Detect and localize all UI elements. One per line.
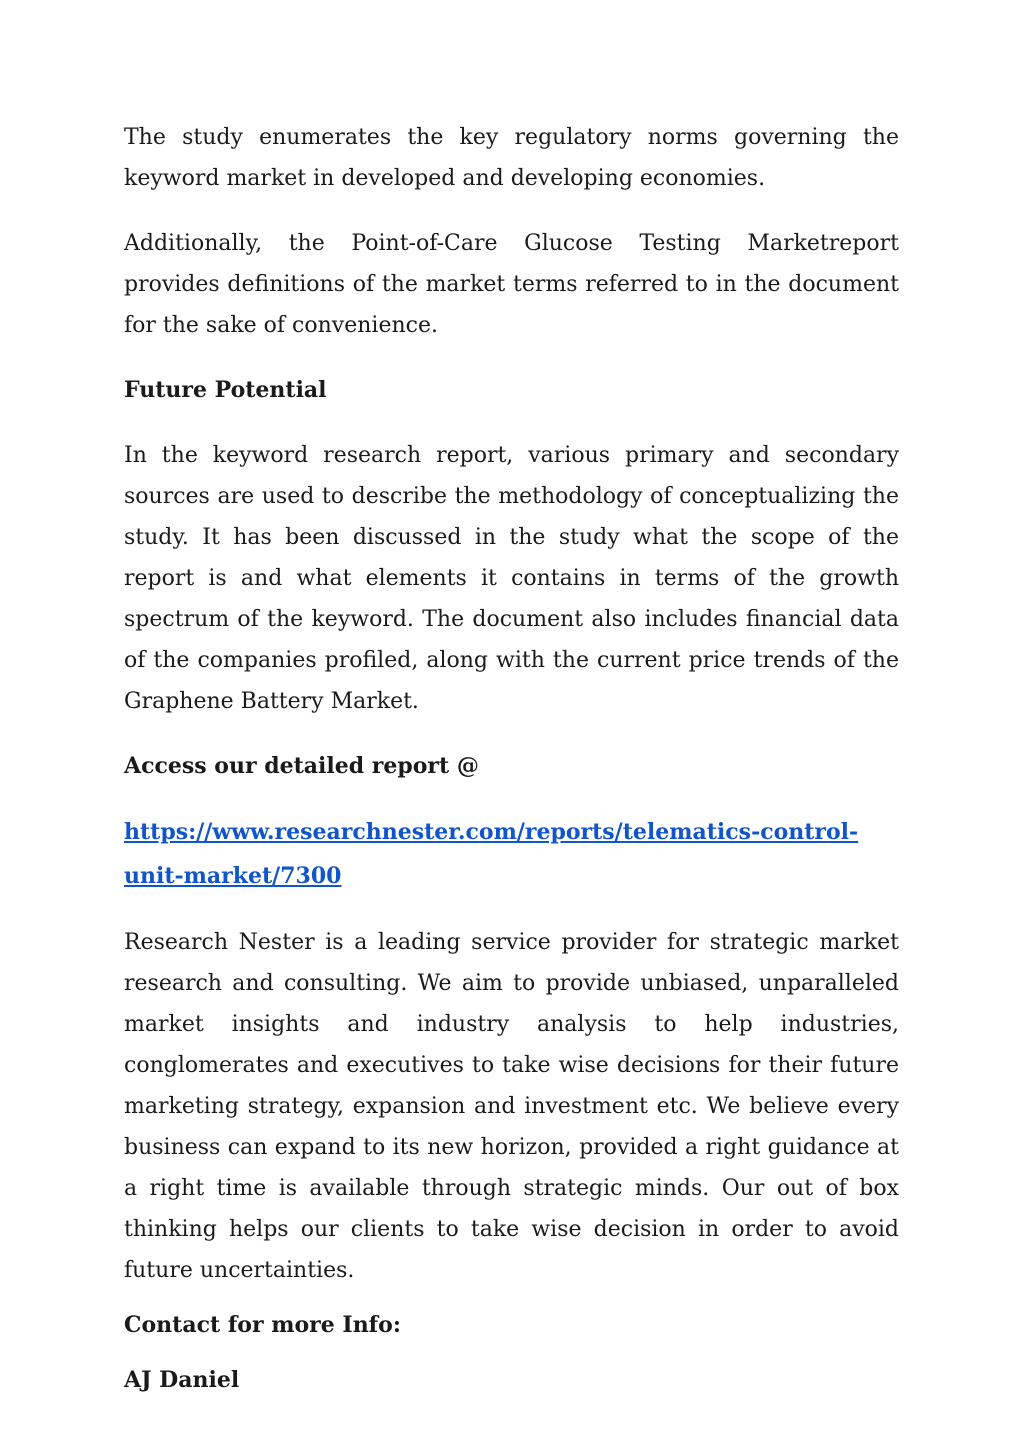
paragraph-research: In the keyword research report, various primary and secondary sources are used to describe the methodology of conceptualizing the study. It has been discussed in the study what the scope of the report is and what elements it contains in terms of the growth spectrum of the keyword. The document also includes financial data of the companies profiled, along with the current price trends of the Graphene Battery Market. [124,443,899,714]
heading-access-report: Access our detailed report @ [124,753,479,779]
document-page [124,117,899,1401]
paragraph-additionally: Additionally, the Point-of-Care Glucose Testing Marketreport provides definitions of the market terms referred to in the document for the sake of convenience. [124,231,899,338]
heading-contact: Contact for more Info: [124,1312,401,1338]
paragraph-about: Research Nester is a leading service provider for strategic market research and consulting. We aim to provide unbiased, unparalleled market insights and industry analysis to help industries, conglomerates and executives to take wise decisions for their future marketing strategy, expansion and investment etc. We believe every business can expand to its new horizon, provided a right guidance at a right time is available through strategic minds. Our out of box thinking helps our clients to take wise decision in order to avoid future uncertainties. [124,930,899,1283]
heading-future-potential: Future Potential [124,377,327,403]
paragraph-regulatory: The study enumerates the key regulatory norms governing the keyword market in developed and developing economies. [124,125,899,191]
report-link-block [124,810,899,898]
contact-name: AJ Daniel [124,1367,240,1393]
report-link[interactable]: https://www.researchnester.com/reports/telematics-control-unit-market/7300 [124,819,859,889]
